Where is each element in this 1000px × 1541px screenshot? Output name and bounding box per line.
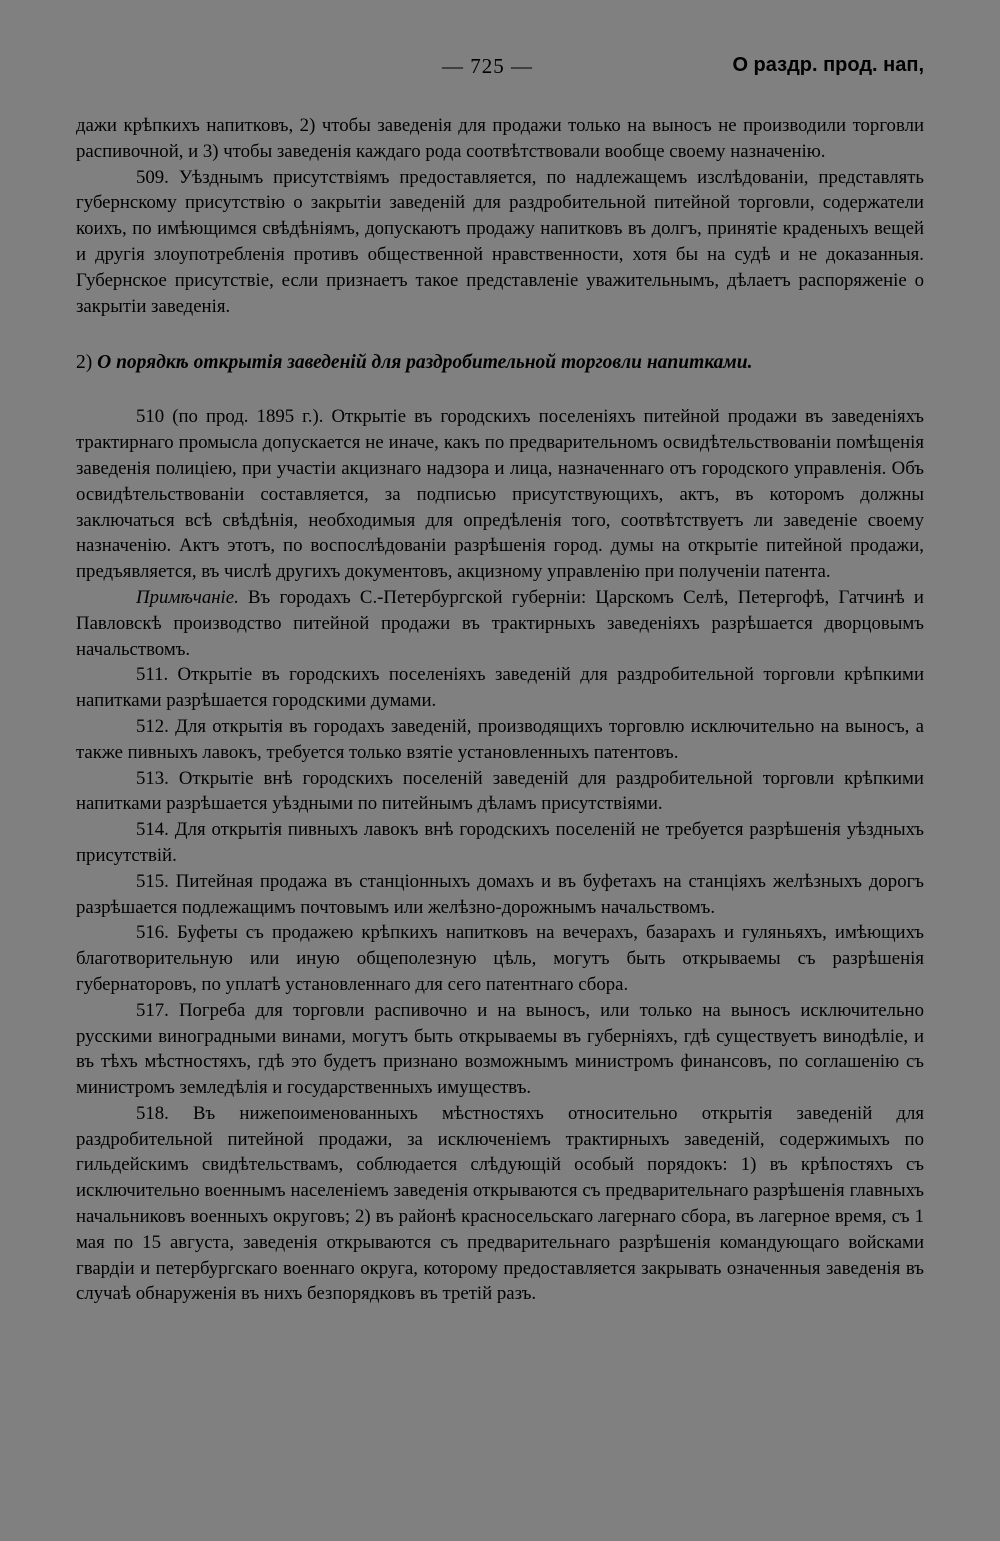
article-511: 511. Открытіе въ городскихъ поселеніяхъ заведеній для раздробительной торговли крѣпкими напитками разрѣшается городскими думами. — [76, 664, 924, 712]
article-510-note — [76, 585, 924, 662]
section-title: О раздр. прод. нап, — [732, 54, 924, 76]
section-heading-number: 2) — [76, 352, 93, 374]
article-518: 518. Въ нижепоименованныхъ мѣстностяхъ относительно открытія заведеній для раздробительной питейной продажи, за исключеніемъ трактирныхъ заведеній, содержимыхъ по гильдейскимъ свидѣтельствамъ, соблюдается слѣдующій особый порядокъ: 1) въ крѣпостяхъ съ исключительно военнымъ населеніемъ заведенія открываются съ предварительнаго разрѣшенія главныхъ начальниковъ военныхъ округовъ; 2) въ районѣ красносельскаго лагернаго сбора, въ лагерное время, съ 1 мая по 15 августа, заведенія открываются съ предварительнаго разрѣшенія командующаго войсками гвардіи и петербургскаго военнаго округа, которому предоставляется закрывать означенныя заведенія въ случаѣ обнаруженія въ нихъ безпорядковъ въ третій разъ. — [76, 1102, 924, 1305]
article-515: 515. Питейная продажа въ станціонныхъ домахъ и въ буфетахъ на станціяхъ желѣзныхъ дорогъ разрѣшается подлежащимъ почтовымъ или желѣзно-дорожнымъ начальствомъ. — [76, 870, 924, 918]
article-512: 512. Для открытія въ городахъ заведеній, производящихъ торговлю исключительно на выносъ, а также пивныхъ лавокъ, требуется только взятіе установленныхъ патентовъ. — [76, 715, 924, 763]
article-513: 513. Открытіе внѣ городскихъ поселеній заведеній для раздробительной торговли крѣпкими напитками разрѣшается уѣздными по питейнымъ дѣламъ присутствіями. — [76, 767, 924, 815]
article-510: 510 (по прод. 1895 г.). Открытіе въ городскихъ поселеніяхъ питейной продажи въ заведеніяхъ трактирнаго промысла допускается не иначе, какъ по предварительномъ освидѣтельствованіи помѣщенія заведенія полиціею, при участіи акцизнаго надзора и лица, назначеннаго отъ городского управленія. Объ освидѣтельствованіи составляется, за подписью присутствующихъ, актъ, въ которомъ должны заключаться всѣ свѣдѣнія, необходимыя для опредѣленія того, соотвѣтствуетъ ли заведеніе своему назначенію. Актъ этотъ, по воспослѣдованіи разрѣшенія город. думы на открытіе питейной продажи, предъявляется, въ числѣ другихъ документовъ, акцизному управленію при полученіи патента. — [76, 406, 924, 583]
section-heading — [76, 350, 924, 376]
document-page — [76, 50, 924, 1307]
paragraph-continued: дажи крѣпкихъ напитковъ, 2) чтобы заведенія для продажи только на выносъ не производили торговли распивочной, и 3) чтобы заведенія каждаго рода соотвѣтствовали вообще своему назначенію. — [76, 115, 924, 162]
page-number: — 725 — — [442, 54, 533, 78]
running-header — [76, 50, 924, 90]
article-509: 509. Уѣзднымъ присутствіямъ предоставляется, по надлежащемъ изслѣдованіи, представлять губернскому присутствію о закрытіи заведеній для раздробительной питейной торговли, содержатели коихъ, по имѣющимся свѣдѣніямъ, допускаютъ продажу напитковъ въ долгъ, принятіе краденыхъ вещей и другія злоупотребленія противъ общественной нравственности, хотя бы на судѣ и не доказанныя. Губернское присутствіе, если признаетъ такое представленіе уважительнымъ, дѣлаетъ распоряженіе о закрытіи заведенія. — [76, 166, 924, 317]
article-517: 517. Погреба для торговли распивочно и на выносъ, или только на выносъ исключительно русскими виноградными винами, могутъ быть открываемы въ губерніяхъ, гдѣ существуетъ винодѣліе, и въ тѣхъ мѣстностяхъ, гдѣ это будетъ признано возможнымъ министромъ финансовъ, по соглашенію съ министромъ земледѣлія и государственныхъ имуществъ. — [76, 999, 924, 1099]
section-heading-text: О порядкѣ открытія заведеній для раздробительной торговли напитками. — [97, 352, 753, 374]
article-516: 516. Буфеты съ продажею крѣпкихъ напитковъ на вечерахъ, базарахъ и гуляньяхъ, имѣющихъ благотворительную или иную общеполезную цѣль, могутъ быть открываемы съ разрѣшенія губернаторовъ, по уплатѣ установленнаго для сего патентнаго сбора. — [76, 922, 924, 995]
document-body — [76, 113, 924, 1307]
note-label: Примѣчаніе. — [136, 586, 239, 608]
article-514: 514. Для открытія пивныхъ лавокъ внѣ городскихъ поселеній не требуется разрѣшенія уѣздныхъ присутствій. — [76, 819, 924, 866]
note-text: Въ городахъ С.-Петербургской губерніи: Царскомъ Селѣ, Петергофѣ, Гатчинѣ и Павловскѣ производство питейной продажи въ трактирныхъ заведеніяхъ разрѣшается дворцовымъ начальствомъ. — [76, 586, 924, 660]
